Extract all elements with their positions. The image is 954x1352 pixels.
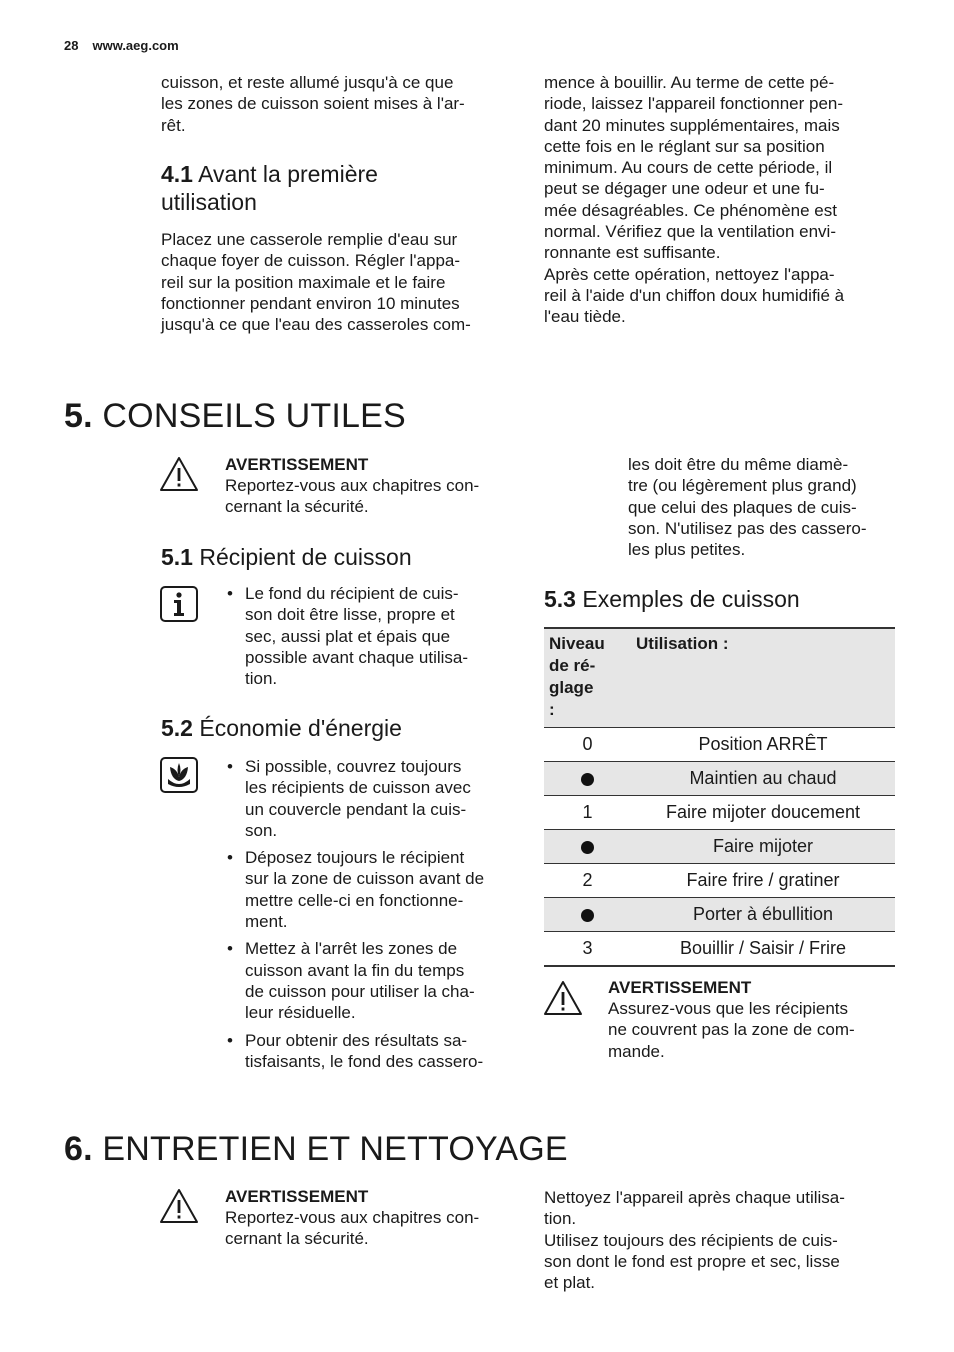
- cooking-examples-table: [544, 627, 895, 967]
- level-dot-icon: [581, 841, 594, 854]
- section-4-1-heading: 4.1 Avant la première utilisation: [161, 161, 378, 215]
- table-row: 1 Faire mijoter doucement: [544, 796, 895, 830]
- table-row: 2 Faire frire / gratiner: [544, 864, 895, 898]
- warning-icon: [159, 455, 199, 493]
- section-5-3-heading: 5.3 Exemples de cuisson: [544, 586, 800, 612]
- section-5-3-warning: [608, 977, 908, 1062]
- warning-title: AVERTISSEMENT: [608, 978, 752, 997]
- table-row: 3 Bouillir / Saisir / Frire: [544, 932, 895, 967]
- section-5-2-heading: 5.2 Économie d'énergie: [161, 715, 402, 741]
- warning-text: Assurez-vous que les récipients ne couvrent pas la zone de com- mande.: [608, 999, 855, 1061]
- section-6-warning: [225, 1186, 525, 1250]
- website-link[interactable]: www.aeg.com: [92, 38, 179, 53]
- column-header-level: Niveau de ré- glage :: [544, 628, 631, 728]
- section-5-1-bullets: [225, 583, 520, 695]
- list-item: • Pour obtenir des résultats sa- tisfaisants, le fond des cassero-: [225, 1030, 520, 1073]
- list-item: • Mettez à l'arrêt les zones de cuisson avant la fin du temps de cuisson pour utiliser la cha- leur résiduelle.: [225, 938, 520, 1023]
- warning-text: Reportez-vous aux chapitres con- cernant la sécurité.: [225, 476, 480, 517]
- section-5-1-heading: 5.1 Récipient de cuisson: [161, 544, 412, 570]
- section-5-right-text: les doit être du même diamè- tre (ou légèrement plus grand) que celui des plaques de cuis- son. N'utilisez pas des cassero- les plus petites.: [628, 455, 867, 560]
- list-item: • Le fond du récipient de cuis- son doit être lisse, propre et sec, aussi plat et épais que possible avant chaque utilisa- tion.: [225, 583, 520, 689]
- table-row: 0 Position ARRÊT: [544, 728, 895, 762]
- section-4-1-text: Placez une casserole remplie d'eau sur chaque foyer de cuisson. Régler l'appa- reil sur la position maximale et le faire fonctionner pendant environ 10 minutes jusqu'à ce que l'eau des casseroles com-: [161, 230, 471, 335]
- section-5-2-bullets: [225, 756, 520, 1078]
- page-header: [64, 38, 179, 53]
- table-row: Faire mijoter: [544, 830, 895, 864]
- intro-left-text: cuisson, et reste allumé jusqu'à ce que les zones de cuisson soient mises à l'ar- rêt.: [161, 73, 465, 135]
- level-dot-icon: [581, 773, 594, 786]
- page-number: 28: [64, 38, 79, 53]
- warning-title: AVERTISSEMENT: [225, 1187, 369, 1206]
- info-icon: [160, 586, 198, 622]
- intro-right-text: mence à bouillir. Au terme de cette pé- riode, laissez l'appareil fonctionner pen- dant 20 minutes supplémentaires, mais cette fois en le réglant sur sa position minimum. Au cours de cette période, il peut se dégager une odeur et une fu- mée désagréables. Ce phénomène est normal. Vérifiez que la ventilation envi- ronnante est suffisante. Après cette opération, nettoyez l'appa- reil à l'aide d'un chiffon doux humidifié à l'eau tiède.: [544, 73, 845, 327]
- section-5-warning: [225, 454, 525, 518]
- table-row: Porter à ébullition: [544, 898, 895, 932]
- section-6-heading: 6. ENTRETIEN ET NETTOYAGE: [64, 1130, 568, 1168]
- warning-text: Reportez-vous aux chapitres con- cernant la sécurité.: [225, 1208, 480, 1249]
- section-6-text: Nettoyez l'appareil après chaque utilisa- tion. Utilisez toujours des récipients de cuis- son dont le fond est propre et sec, lisse et plat.: [544, 1188, 845, 1293]
- table-row: Maintien au chaud: [544, 762, 895, 796]
- column-header-usage: Utilisation :: [631, 628, 895, 728]
- warning-title: AVERTISSEMENT: [225, 455, 369, 474]
- section-5-heading: 5. CONSEILS UTILES: [64, 397, 406, 435]
- table-header-row: [544, 628, 895, 728]
- list-item: • Déposez toujours le récipient sur la zone de cuisson avant de mettre celle-ci en fonctionne- ment.: [225, 847, 520, 932]
- level-dot-icon: [581, 909, 594, 922]
- eco-leaf-icon: [160, 757, 198, 793]
- list-item: • Si possible, couvrez toujours les récipients de cuisson avec un couvercle pendant la cuis- son.: [225, 756, 520, 841]
- warning-icon: [543, 979, 583, 1017]
- warning-icon: [159, 1187, 199, 1225]
